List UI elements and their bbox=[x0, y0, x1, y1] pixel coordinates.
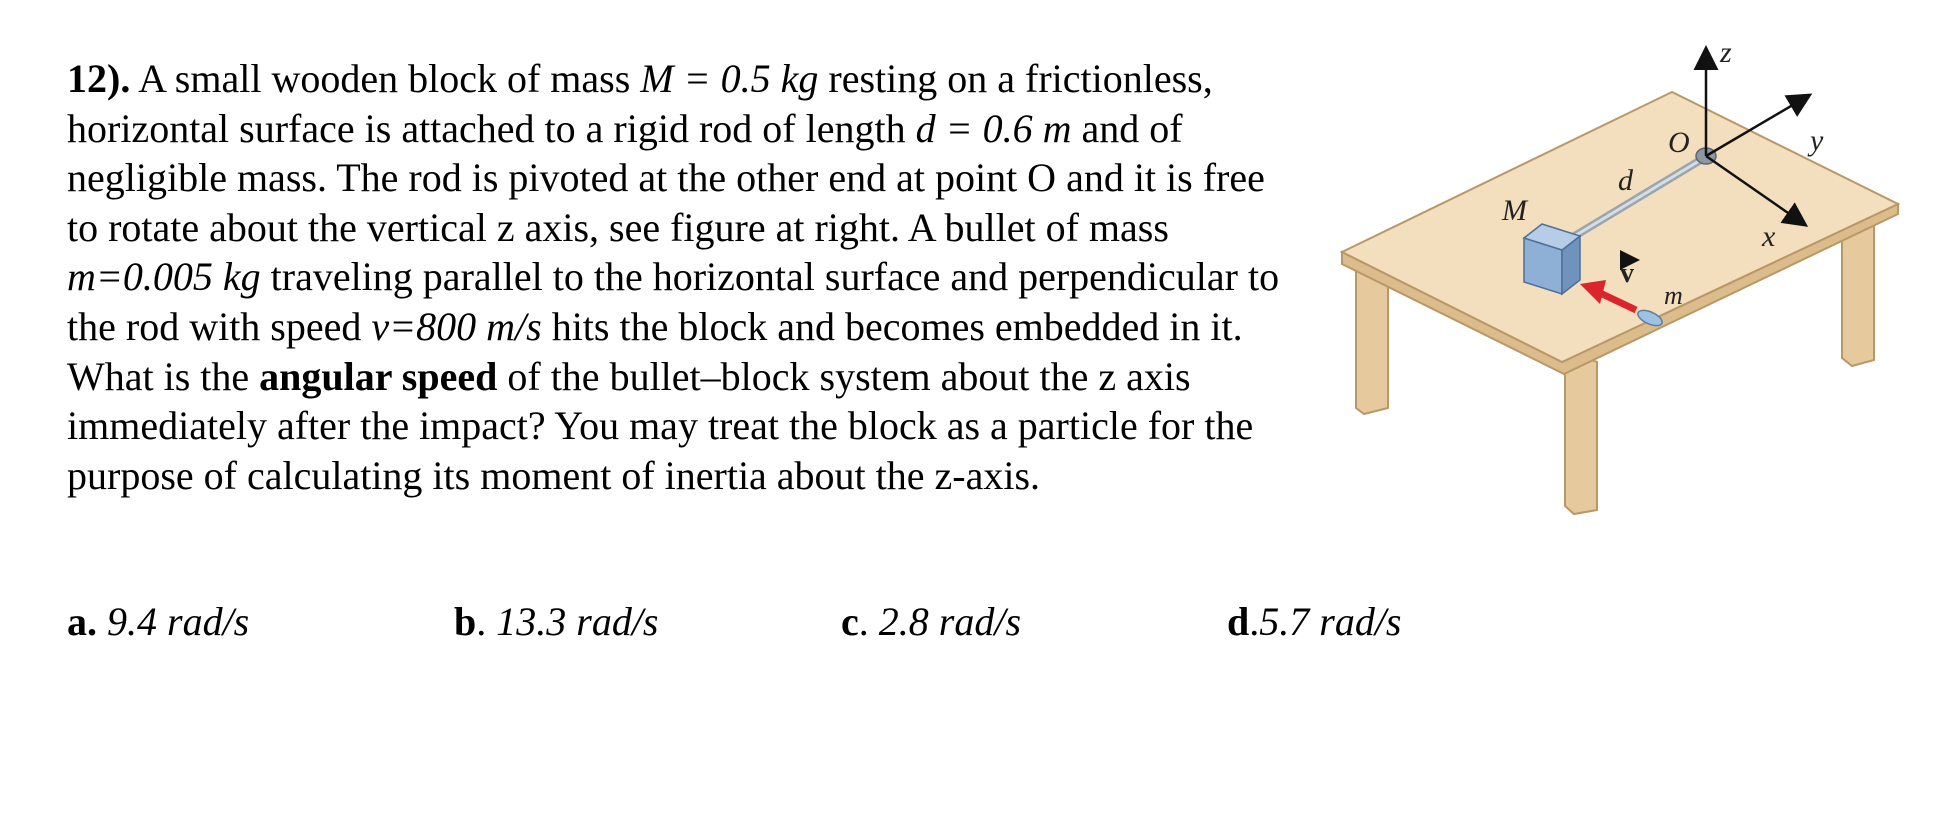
question-text-part: hits the block and becomes embedded in it. What is the bbox=[67, 303, 1243, 399]
answer-separator: . bbox=[1249, 599, 1260, 644]
speed-v: v=800 m/s bbox=[371, 303, 542, 349]
answer-separator: . bbox=[476, 599, 497, 644]
answer-c[interactable] bbox=[841, 598, 1021, 645]
label-O: O bbox=[1668, 126, 1690, 159]
label-d: d bbox=[1618, 164, 1633, 197]
answer-choices bbox=[0, 598, 1942, 658]
label-z: z bbox=[1720, 36, 1732, 69]
answer-letter: a. bbox=[67, 599, 97, 644]
answer-letter: b bbox=[454, 599, 477, 644]
label-v bbox=[1620, 258, 1636, 289]
mass-M: M = 0.5 kg bbox=[640, 56, 819, 101]
answer-a[interactable] bbox=[67, 598, 249, 645]
length-d: d = 0.6 m bbox=[915, 105, 1072, 151]
label-m: m bbox=[1664, 281, 1683, 310]
answer-b[interactable] bbox=[454, 598, 659, 645]
answer-letter: d bbox=[1227, 599, 1250, 644]
block-M bbox=[1524, 224, 1580, 294]
physics-figure bbox=[1330, 30, 1910, 520]
question-text-part: and of negligible mass. The rod is pivoted at the other end at point O and it is free to rotate about the vertical z axis, see figure at right. A bullet of mass bbox=[67, 105, 1265, 250]
answer-value: 13.3 rad/s bbox=[496, 599, 659, 644]
answer-value: 9.4 rad/s bbox=[107, 599, 250, 644]
answer-separator: . bbox=[858, 599, 879, 644]
label-y: y bbox=[1810, 124, 1824, 157]
label-M: M bbox=[1502, 194, 1527, 227]
question-text bbox=[67, 54, 1292, 500]
mass-m: m=0.005 kg bbox=[67, 254, 261, 300]
question-text-part: resting on a frictionless, horizontal surface is attached to a rigid rod of length bbox=[67, 56, 1213, 151]
table-diagram-svg bbox=[1330, 30, 1910, 520]
question-text-part: traveling parallel to the horizontal surface and perpendicular to the rod with speed bbox=[67, 254, 1280, 349]
label-v-text: v bbox=[1620, 258, 1634, 289]
label-x: x bbox=[1762, 220, 1776, 253]
question-number: 12). bbox=[67, 56, 131, 101]
bold-term: angular speed bbox=[259, 353, 498, 399]
question-text-part: A small wooden block of mass bbox=[130, 56, 641, 101]
answer-value: 5.7 rad/s bbox=[1259, 599, 1402, 644]
answer-letter: c bbox=[841, 599, 859, 644]
answer-value: 2.8 rad/s bbox=[878, 599, 1022, 644]
answer-d[interactable] bbox=[1227, 598, 1402, 645]
question-text-part: of the bullet–block system about the z axis immediately after the impact? You may treat the block as a particle for the purpose of calculating its moment of inertia about the z-axis. bbox=[67, 353, 1254, 498]
